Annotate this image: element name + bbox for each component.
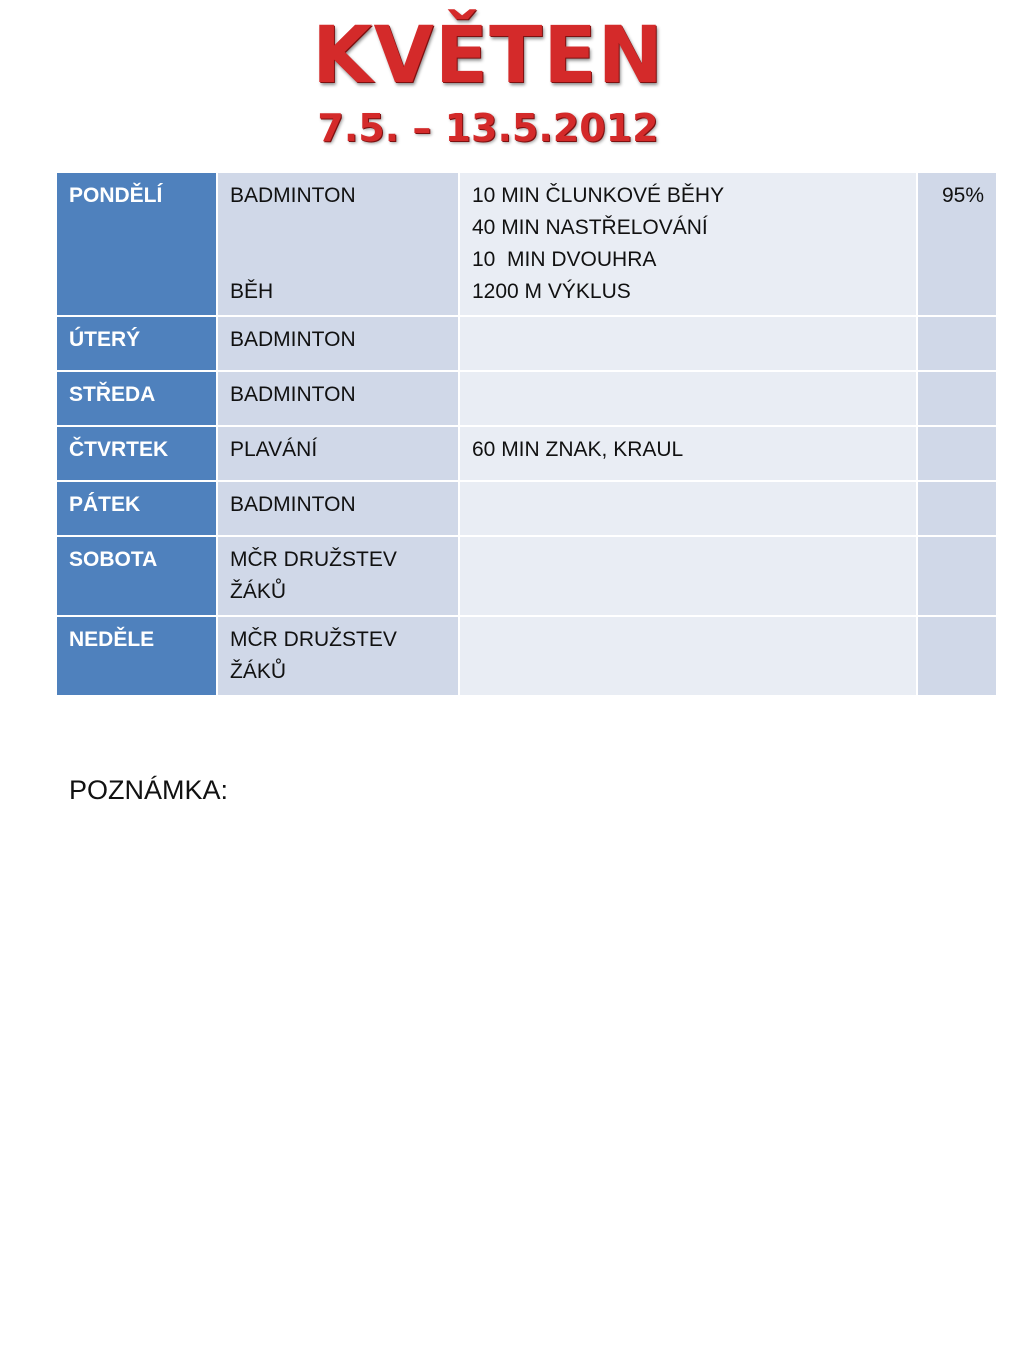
- detail-line: 40 MIN NASTŘELOVÁNÍ: [472, 216, 708, 239]
- details-cell: 60 MIN ZNAK, KRAUL: [459, 426, 917, 481]
- activity-cell: BADMINTON: [217, 316, 459, 371]
- day-cell: PÁTEK: [56, 481, 217, 536]
- detail-line: 10 MIN ČLUNKOVÉ BĚHY: [472, 184, 725, 207]
- table-row: [56, 481, 997, 536]
- page-title: KVĚTEN: [312, 11, 664, 101]
- day-cell: NEDĚLE: [56, 616, 217, 696]
- activity-cell: [217, 616, 459, 696]
- activity-cell: [217, 172, 459, 316]
- activity-cell: BADMINTON: [217, 371, 459, 426]
- details-cell: [459, 616, 917, 696]
- day-cell: ČTVRTEK: [56, 426, 217, 481]
- percent-cell: [917, 371, 997, 426]
- day-cell: SOBOTA: [56, 536, 217, 616]
- table-row: [56, 536, 997, 616]
- activity-cell: [217, 536, 459, 616]
- table-row: [56, 316, 997, 371]
- percent-cell: 95%: [917, 172, 997, 316]
- percent-cell: [917, 536, 997, 616]
- activity-text: MČR DRUŽSTEV: [230, 548, 397, 571]
- table-row: [56, 371, 997, 426]
- detail-line: 10 MIN DVOUHRA: [472, 248, 657, 271]
- detail-line: 1200 M VÝKLUS: [472, 280, 631, 303]
- details-cell: [459, 371, 917, 426]
- details-cell: [459, 481, 917, 536]
- table-row: [56, 172, 997, 316]
- day-cell: STŘEDA: [56, 371, 217, 426]
- day-cell: PONDĚLÍ: [56, 172, 217, 316]
- spacer: [230, 212, 446, 276]
- schedule-table: [55, 171, 998, 697]
- activity-text: ŽÁKŮ: [230, 580, 287, 603]
- date-range: 7.5. – 13.5.2012: [317, 106, 659, 150]
- activity-cell: PLAVÁNÍ: [217, 426, 459, 481]
- activity-text: BĚH: [230, 280, 274, 303]
- details-cell: [459, 316, 917, 371]
- activity-text: ŽÁKŮ: [230, 660, 287, 683]
- activity-text: BADMINTON: [230, 184, 356, 207]
- activity-text: MČR DRUŽSTEV: [230, 628, 397, 651]
- note-label: POZNÁMKA:: [69, 775, 229, 805]
- percent-cell: [917, 616, 997, 696]
- table-row: [56, 426, 997, 481]
- activity-cell: BADMINTON: [217, 481, 459, 536]
- day-cell: ÚTERÝ: [56, 316, 217, 371]
- percent-cell: [917, 316, 997, 371]
- percent-cell: [917, 481, 997, 536]
- details-cell: [459, 172, 917, 316]
- table-row: [56, 616, 997, 696]
- percent-cell: [917, 426, 997, 481]
- details-cell: [459, 536, 917, 616]
